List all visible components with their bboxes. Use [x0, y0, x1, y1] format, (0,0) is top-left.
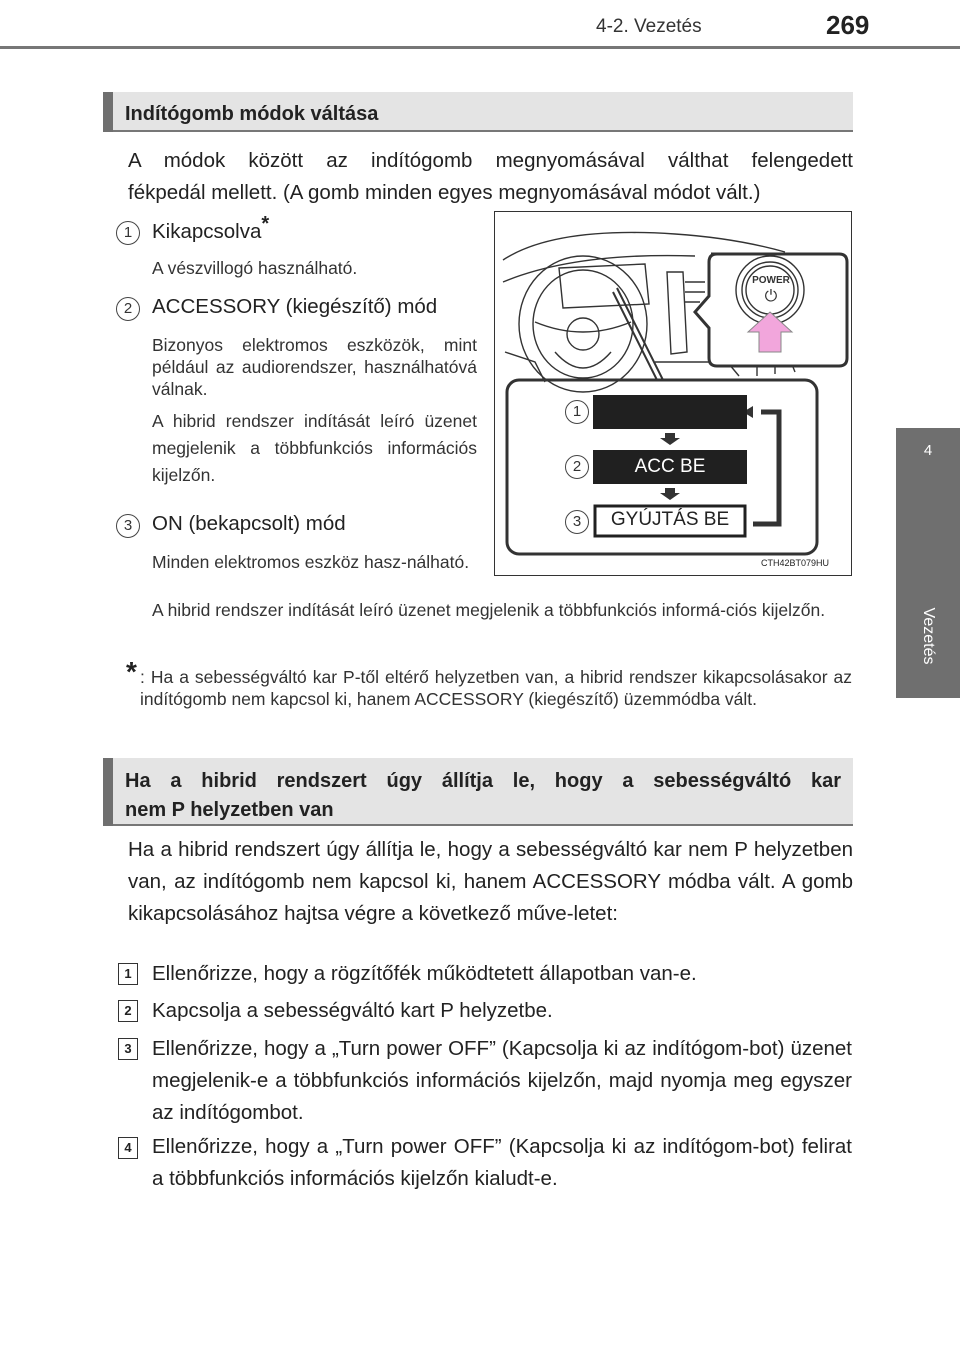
step-text: Ellenőrizze, hogy a „Turn power OFF” (Kapcsolja ki az indítógom-bot) üzenet megjelenik-e a többfunkciós információs kijelzőn, majd nyomja meg egyszer az indítógombot. [152, 1037, 852, 1124]
mode-number-circle: 1 [565, 400, 589, 424]
power-symbol-icon: ⏻ [764, 288, 778, 305]
chapter-number: 4 [923, 442, 933, 459]
mode-number-circle: 3 [565, 510, 589, 534]
step-number-box: 4 [118, 1137, 138, 1159]
section2-paragraph: Ha a hibrid rendszert úgy állítja le, hogy a sebességváltó kar nem P helyzetben van, az indítógomb nem kapcsol ki, hanem ACCESSORY módba vált. A gomb kikapcsolásához hajtsa végre a következő műve-letet: [128, 838, 853, 925]
chapter-title: Vezetés [920, 607, 937, 665]
footnote-mark: * [126, 656, 137, 687]
item-note-on: A hibrid rendszer indítását leíró üzenet megjelenik a többfunkciós informá-ciós kijelzőn. [152, 600, 826, 620]
step-text: Ellenőrizze, hogy a rögzítőfék működtetett állapotban van-e. [152, 962, 697, 985]
item-desc-off: A vészvillogó használható. [152, 258, 358, 278]
section-heading-bar [103, 92, 853, 132]
item-title-on: ON (bekapcsolt) mód [152, 512, 346, 535]
item-title-off: Kikapcsolva* [152, 213, 270, 243]
section-heading-line-1: Ha a hibrid rendszert úgy állítja le, hogy a sebességváltó kar [125, 770, 841, 792]
step-number-box: 3 [118, 1038, 138, 1060]
heading-rule [113, 130, 853, 132]
item-desc-accessory: Bizonyos elektromos eszközök, mint például az audiorendszer, használhatóvá válnak. [152, 335, 477, 399]
figure-caption-code: CTH42BT079HU [761, 558, 830, 568]
step-text: Kapcsolja a sebességváltó kart P helyzetbe. [152, 999, 553, 1022]
footnote-text: : Ha a sebességváltó kar P-től eltérő helyzetben van, a hibrid rendszer kikapcsolásakor az indítógomb nem kapcsol ki, hanem ACCESSORY (kiegészítő) üzemmódba vált. [140, 667, 852, 709]
header-rule [0, 46, 960, 49]
section-heading-line-2: nem P helyzetben van [125, 799, 334, 821]
intro-line-2: fékpedál mellett. (A gomb minden egyes megnyomásával módot vált.) [128, 181, 761, 204]
heading-rule [113, 824, 853, 826]
power-button-illustration [494, 211, 852, 576]
running-header-section: 4-2. Vezetés [596, 16, 702, 37]
mode-number-circle: 2 [565, 455, 589, 479]
power-button-label: POWER [752, 275, 790, 286]
mode-label-ignition: GYÚJTÁS BE [610, 509, 730, 530]
step-text: Ellenőrizze, hogy a „Turn power OFF” (Kapcsolja ki az indítógom-bot) felirat a többfunkciós információs kijelzőn kialudt-e. [152, 1135, 852, 1190]
mode-label-acc: ACC BE [634, 456, 706, 477]
item-number-circle: 1 [116, 221, 140, 245]
item-desc-on: Minden elektromos eszköz hasz-nálható. [152, 552, 470, 572]
item-number-circle: 3 [116, 514, 140, 538]
intro-line-1: A módok között az indítógomb megnyomásával válthat felengedett [128, 149, 853, 172]
item-number-circle: 2 [116, 297, 140, 321]
step-number-box: 2 [118, 1000, 138, 1022]
section-heading: Indítógomb módok váltása [125, 103, 379, 125]
step-number-box: 1 [118, 963, 138, 985]
section-heading-bar [103, 758, 853, 826]
item-title-accessory: ACCESSORY (kiegészítő) mód [152, 295, 438, 318]
page-number: 269 [826, 10, 870, 40]
item-note-accessory: A hibrid rendszer indítását leíró üzenet megjelenik a többfunkciós információs kijelzőn. [152, 411, 477, 485]
